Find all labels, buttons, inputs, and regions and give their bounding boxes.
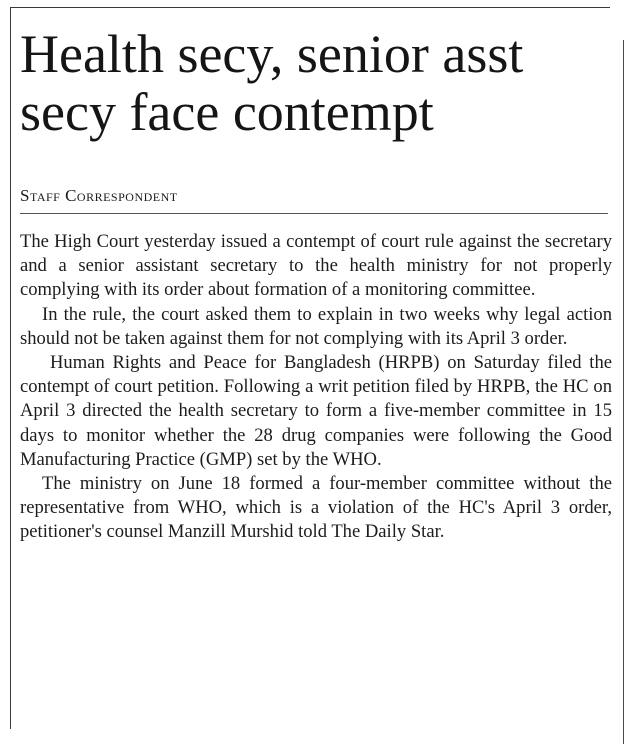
paragraph-2: In the rule, the court asked them to explain in two weeks why legal action should not be taken against them for not complying with its April 3 order. bbox=[20, 303, 612, 349]
top-border-rule bbox=[10, 7, 610, 8]
byline: Staff Correspondent bbox=[20, 186, 178, 205]
article-body bbox=[20, 230, 612, 545]
paragraph-1: The High Court yesterday issued a contempt of court rule against the secretary and a senior assistant secretary to the health ministry for not properly complying with its order about formation of a monitoring committee. bbox=[20, 231, 612, 301]
right-border-rule bbox=[623, 40, 624, 744]
paragraph-4: The ministry on June 18 formed a four-member committee without the representative from WHO, which is a violation of the HC's April 3 order, petitioner's counsel Manzill Murshid told The Daily Star. bbox=[20, 473, 612, 543]
headline: Health secy, senior asst secy face contempt bbox=[20, 24, 524, 142]
byline-divider bbox=[20, 213, 608, 214]
paragraph-3: Human Rights and Peace for Bangladesh (HRPB) on Saturday filed the contempt of court petition. Following a writ petition filed by HRPB, the HC on April 3 directed the health secretary to form a five-member committee in 15 days to monitor whether the 28 drug companies were following the Good Manufacturing Practice (GMP) set by the WHO. bbox=[20, 352, 612, 470]
left-border-rule bbox=[10, 7, 11, 729]
